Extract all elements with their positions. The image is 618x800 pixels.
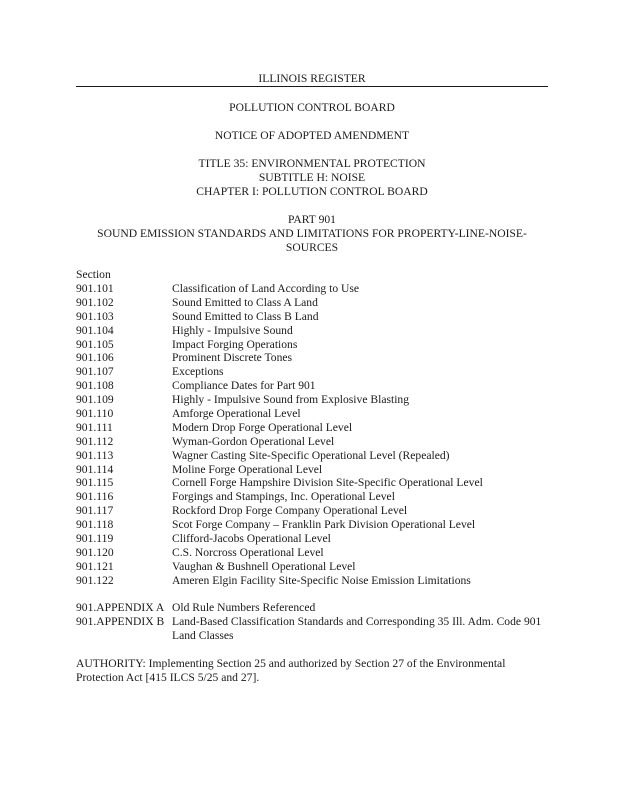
section-number: 901.112 [76,434,114,448]
section-title: Ameren Elgin Facility Site-Specific Noise Emission Limitations [172,573,471,587]
document-page [76,0,548,800]
appendix-row [76,601,548,615]
section-title: Wyman-Gordon Operational Level [172,434,335,448]
section-number: 901.113 [76,448,114,462]
section-row [76,560,548,574]
section-title: Prominent Discrete Tones [172,351,293,365]
appendix-row [76,615,548,643]
section-title: Highly - Impulsive Sound from Explosive Blasting [172,393,410,407]
section-row [76,310,548,324]
section-title: Impact Forging Operations [172,337,298,351]
section-title: Sound Emitted to Class B Land [172,309,319,323]
section-number: 901.108 [76,379,114,393]
section-row [76,504,548,518]
authority-note: AUTHORITY: Implementing Section 25 and authorized by Section 27 of the Environmental Protection Act [415 ILCS 5/25 and 27]. [76,657,506,684]
section-title: Sound Emitted to Class A Land [172,295,318,309]
appendix-title: Land-Based Classification Standards and Corresponding 35 Ill. Adm. Code 901 Land Classes [172,615,542,642]
section-list [76,282,548,588]
section-title: Vaughan & Bushnell Operational Level [172,559,356,573]
part-heading: PART 901 [288,213,336,226]
section-row [76,324,548,338]
section-number: 901.110 [76,407,114,421]
section-number: 901.115 [76,476,114,490]
section-row [76,476,548,490]
section-row [76,338,548,352]
section-row [76,449,548,463]
section-number: 901.111 [76,420,113,434]
register-header: ILLINOIS REGISTER [258,72,366,85]
appendix-title: Old Rule Numbers Referenced [172,601,316,614]
section-number: 901.105 [76,337,114,351]
section-number: 901.107 [76,365,114,379]
section-title: Cornell Forge Hampshire Division Site-Specific Operational Level [172,476,483,490]
section-number: 901.101 [76,282,114,295]
section-row [76,421,548,435]
section-row [76,296,548,310]
header-rule [76,86,548,87]
section-number: 901.106 [76,351,114,365]
section-row [76,365,548,379]
chapter-heading: CHAPTER I: POLLUTION CONTROL BOARD [196,185,428,198]
board-name: POLLUTION CONTROL BOARD [229,101,395,114]
appendix-list [76,601,548,643]
section-number: 901.104 [76,323,114,337]
section-row [76,393,548,407]
section-number: 901.116 [76,490,114,504]
section-row [76,490,548,504]
section-title: Exceptions [172,365,224,379]
part-title-line2: SOURCES [285,241,339,254]
section-row [76,532,548,546]
section-row [76,435,548,449]
section-title: C.S. Norcross Operational Level [172,545,324,559]
section-number: 901.103 [76,309,114,323]
section-title: Scot Forge Company – Franklin Park Division Operational Level [172,518,476,532]
section-title: Moline Forge Operational Level [172,462,323,476]
section-number: 901.120 [76,545,114,559]
section-number: 901.114 [76,462,114,476]
appendix-number: 901.APPENDIX A [76,601,165,614]
notice-title: NOTICE OF ADOPTED AMENDMENT [214,129,410,142]
section-number: 901.117 [76,504,114,518]
section-number: 901.109 [76,393,114,407]
section-row [76,574,548,588]
section-title: Rockford Drop Forge Company Operational Level [172,504,408,518]
title-heading: TITLE 35: ENVIRONMENTAL PROTECTION [198,157,426,170]
subtitle-heading: SUBTITLE H: NOISE [258,171,366,184]
section-title: Amforge Operational Level [172,407,301,421]
section-row [76,351,548,365]
part-title-line1: SOUND EMISSION STANDARDS AND LIMITATIONS FOR PROPERTY-LINE-NOISE- [97,227,527,240]
section-row [76,463,548,477]
section-row [76,546,548,560]
section-title: Classification of Land According to Use [172,282,360,295]
section-row [76,518,548,532]
section-header: Section [76,268,111,281]
section-title: Clifford-Jacobs Operational Level [172,532,331,546]
section-row [76,407,548,421]
section-title: Compliance Dates for Part 901 [172,379,316,393]
section-title: Wagner Casting Site-Specific Operational Level (Repealed) [172,448,450,462]
section-row [76,379,548,393]
appendix-number: 901.APPENDIX B [76,615,165,628]
section-title: Highly - Impulsive Sound [172,323,293,337]
section-number: 901.102 [76,295,114,309]
section-number: 901.122 [76,573,114,587]
section-row [76,282,548,296]
section-title: Modern Drop Forge Operational Level [172,420,353,434]
section-title: Forgings and Stampings, Inc. Operational Level [172,490,395,504]
section-number: 901.119 [76,532,114,546]
section-number: 901.121 [76,559,114,573]
section-number: 901.118 [76,518,114,532]
